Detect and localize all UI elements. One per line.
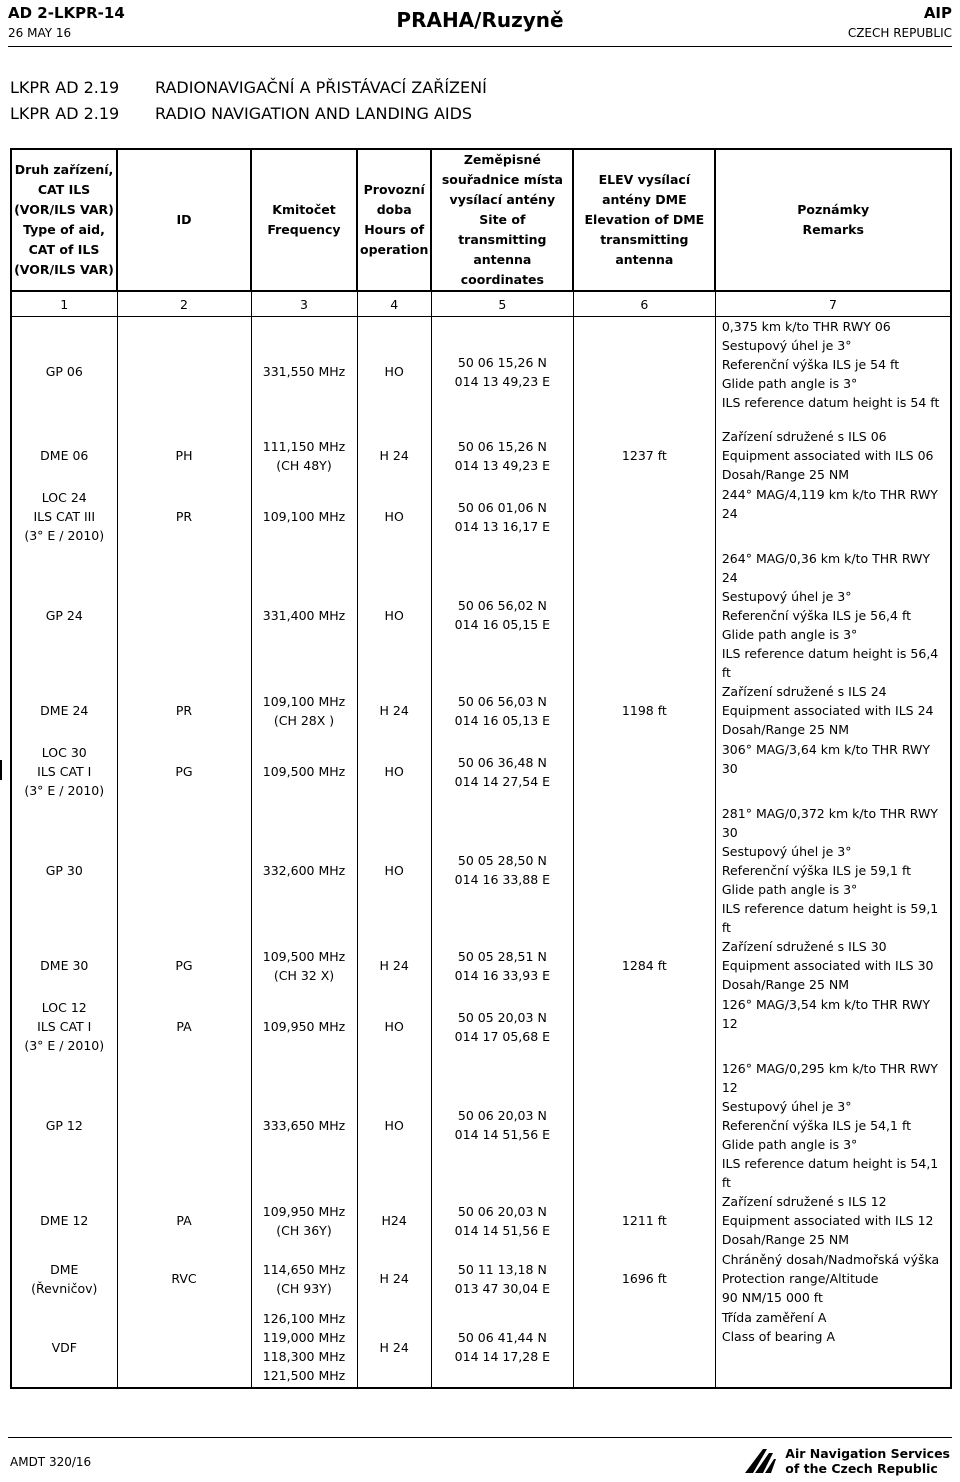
- aid-id-cell: [117, 317, 251, 427]
- org-name-line1: Air Navigation Services: [785, 1446, 950, 1461]
- col-number: 6: [573, 291, 715, 317]
- aid-type-cell: LOC 30 ILS CAT I (3° E / 2010): [11, 740, 117, 804]
- hours-cell: H 24: [357, 937, 431, 995]
- elevation-cell: [573, 1308, 715, 1388]
- frequency-cell: 109,500 MHz (CH 32 X): [251, 937, 357, 995]
- remarks-cell: Chráněný dosah/Nadmořská výška Protection range/Altitude 90 NM/15 000 ft: [715, 1250, 951, 1308]
- doc-date: 26 MAY 16: [8, 26, 72, 40]
- change-bar: [0, 760, 2, 780]
- frequency-cell: 109,500 MHz: [251, 740, 357, 804]
- table-header-row: [11, 149, 951, 291]
- hours-cell: H 24: [357, 1250, 431, 1308]
- coordinates-cell: 50 06 15,26 N 014 13 49,23 E: [431, 427, 573, 485]
- header-divider: [8, 46, 952, 47]
- ans-logo-icon: [743, 1447, 777, 1475]
- aid-id-cell: PR: [117, 485, 251, 549]
- hours-cell: HO: [357, 485, 431, 549]
- table-row: [11, 549, 951, 682]
- aid-id-cell: PR: [117, 682, 251, 740]
- coordinates-cell: 50 06 56,02 N 014 16 05,15 E: [431, 549, 573, 682]
- hours-cell: HO: [357, 804, 431, 937]
- aid-type-cell: GP 24: [11, 549, 117, 682]
- aid-type-cell: LOC 12 ILS CAT I (3° E / 2010): [11, 995, 117, 1059]
- frequency-cell: 109,100 MHz (CH 28X ): [251, 682, 357, 740]
- table-row: [11, 1308, 951, 1388]
- hours-cell: HO: [357, 549, 431, 682]
- col-number: 2: [117, 291, 251, 317]
- coordinates-cell: 50 06 15,26 N 014 13 49,23 E: [431, 317, 573, 427]
- hours-cell: H 24: [357, 1308, 431, 1388]
- col-number: 4: [357, 291, 431, 317]
- elevation-cell: [573, 485, 715, 549]
- frequency-cell: 109,950 MHz (CH 36Y): [251, 1192, 357, 1250]
- section-name-cz: RADIONAVIGAČNÍ A PŘISTÁVACÍ ZAŘÍZENÍ: [155, 78, 487, 97]
- aid-id-cell: PH: [117, 427, 251, 485]
- org-name-line2: of the Czech Republic: [785, 1461, 938, 1476]
- col-header-elevation: ELEV vysílací antény DME Elevation of DME transmitting antenna: [573, 149, 715, 291]
- table-row: [11, 740, 951, 804]
- aid-type-cell: LOC 24 ILS CAT III (3° E / 2010): [11, 485, 117, 549]
- aid-type-cell: DME 06: [11, 427, 117, 485]
- remarks-cell: 264° MAG/0,36 km k/to THR RWY 24 Sestupový úhel je 3° Referenční výška ILS je 56,4 ft Glide path angle is 3° ILS reference datum height is 56,4 ft: [715, 549, 951, 682]
- hours-cell: HO: [357, 995, 431, 1059]
- aid-id-cell: PA: [117, 1192, 251, 1250]
- section-code-en: LKPR AD 2.19: [10, 104, 120, 123]
- coordinates-cell: 50 06 56,03 N 014 16 05,13 E: [431, 682, 573, 740]
- remarks-cell: Třída zaměření A Class of bearing A: [715, 1308, 951, 1388]
- remarks-cell: 126° MAG/3,54 km k/to THR RWY 12: [715, 995, 951, 1059]
- elevation-cell: [573, 549, 715, 682]
- table-row: [11, 1250, 951, 1308]
- remarks-cell: 244° MAG/4,119 km k/to THR RWY 24: [715, 485, 951, 549]
- hours-cell: HO: [357, 317, 431, 427]
- section-name-en: RADIO NAVIGATION AND LANDING AIDS: [155, 104, 473, 123]
- elevation-cell: 1237 ft: [573, 427, 715, 485]
- col-header-remarks: Poznámky Remarks: [715, 149, 951, 291]
- aid-id-cell: PG: [117, 740, 251, 804]
- aid-id-cell: [117, 1308, 251, 1388]
- elevation-cell: [573, 740, 715, 804]
- hours-cell: H24: [357, 1192, 431, 1250]
- col-header-frequency: Kmitočet Frequency: [251, 149, 357, 291]
- remarks-cell: Zařízení sdružené s ILS 12 Equipment associated with ILS 12 Dosah/Range 25 NM: [715, 1192, 951, 1250]
- aip-label: AIP: [923, 4, 952, 22]
- aid-type-cell: DME 30: [11, 937, 117, 995]
- remarks-cell: 281° MAG/0,372 km k/to THR RWY 30 Sestupový úhel je 3° Referenční výška ILS je 59,1 ft Glide path angle is 3° ILS reference datum height is 59,1 ft: [715, 804, 951, 937]
- elevation-cell: 1284 ft: [573, 937, 715, 995]
- table-row: [11, 485, 951, 549]
- coordinates-cell: 50 11 13,18 N 013 47 30,04 E: [431, 1250, 573, 1308]
- col-header-hours: Provozní doba Hours of operation: [357, 149, 431, 291]
- country-label: CZECH REPUBLIC: [847, 26, 952, 40]
- coordinates-cell: 50 06 20,03 N 014 14 51,56 E: [431, 1059, 573, 1192]
- table-row: [11, 995, 951, 1059]
- frequency-cell: 109,950 MHz: [251, 995, 357, 1059]
- remarks-cell: Zařízení sdružené s ILS 06 Equipment associated with ILS 06 Dosah/Range 25 NM: [715, 427, 951, 485]
- amendment-number: AMDT 320/16: [10, 1455, 92, 1469]
- col-header-coordinates: Zeměpisné souřadnice místa vysílací antény Site of transmitting antenna coordinates: [431, 149, 573, 291]
- table-row: [11, 1059, 951, 1192]
- frequency-cell: 126,100 MHz 119,000 MHz 118,300 MHz 121,500 MHz: [251, 1308, 357, 1388]
- aid-id-cell: PG: [117, 937, 251, 995]
- remarks-cell: 126° MAG/0,295 km k/to THR RWY 12 Sestupový úhel je 3° Referenční výška ILS je 54,1 ft Glide path angle is 3° ILS reference datum height is 54,1 ft: [715, 1059, 951, 1192]
- frequency-cell: 331,550 MHz: [251, 317, 357, 427]
- org-logo: [743, 1446, 950, 1476]
- aid-type-cell: GP 06: [11, 317, 117, 427]
- frequency-cell: 332,600 MHz: [251, 804, 357, 937]
- header-right: [848, 4, 952, 40]
- coordinates-cell: 50 05 28,50 N 014 16 33,88 E: [431, 804, 573, 937]
- coordinates-cell: 50 06 01,06 N 014 13 16,17 E: [431, 485, 573, 549]
- aid-type-cell: DME 24: [11, 682, 117, 740]
- remarks-cell: 306° MAG/3,64 km k/to THR RWY 30: [715, 740, 951, 804]
- doc-id: AD 2-LKPR-14: [8, 4, 125, 22]
- frequency-cell: 111,150 MHz (CH 48Y): [251, 427, 357, 485]
- frequency-cell: 109,100 MHz: [251, 485, 357, 549]
- coordinates-cell: 50 06 41,44 N 014 14 17,28 E: [431, 1308, 573, 1388]
- remarks-cell: Zařízení sdružené s ILS 30 Equipment associated with ILS 30 Dosah/Range 25 NM: [715, 937, 951, 995]
- column-number-row: [11, 291, 951, 317]
- elevation-cell: 1696 ft: [573, 1250, 715, 1308]
- hours-cell: HO: [357, 1059, 431, 1192]
- elevation-cell: [573, 995, 715, 1059]
- frequency-cell: 331,400 MHz: [251, 549, 357, 682]
- frequency-cell: 333,650 MHz: [251, 1059, 357, 1192]
- elevation-cell: [573, 804, 715, 937]
- hours-cell: H 24: [357, 682, 431, 740]
- col-header-id: ID: [117, 149, 251, 291]
- page-title: PRAHA/Ruzyně: [396, 8, 564, 32]
- frequency-cell: 114,650 MHz (CH 93Y): [251, 1250, 357, 1308]
- col-header-type: Druh zařízení, CAT ILS (VOR/ILS VAR) Type of aid, CAT of ILS (VOR/ILS VAR): [11, 149, 117, 291]
- table-row: [11, 427, 951, 485]
- table-row: [11, 804, 951, 937]
- coordinates-cell: 50 05 28,51 N 014 16 33,93 E: [431, 937, 573, 995]
- section-title-cz: [10, 78, 487, 97]
- aid-id-cell: [117, 549, 251, 682]
- coordinates-cell: 50 06 36,48 N 014 14 27,54 E: [431, 740, 573, 804]
- aid-id-cell: [117, 1059, 251, 1192]
- col-number: 5: [431, 291, 573, 317]
- elevation-cell: 1198 ft: [573, 682, 715, 740]
- remarks-cell: Zařízení sdružené s ILS 24 Equipment associated with ILS 24 Dosah/Range 25 NM: [715, 682, 951, 740]
- remarks-cell: 0,375 km k/to THR RWY 06 Sestupový úhel je 3° Referenční výška ILS je 54 ft Glide path angle is 3° ILS reference datum height is 54 ft: [715, 317, 951, 427]
- aid-type-cell: GP 12: [11, 1059, 117, 1192]
- table-row: [11, 317, 951, 427]
- col-number: 7: [715, 291, 951, 317]
- aid-type-cell: GP 30: [11, 804, 117, 937]
- hours-cell: HO: [357, 740, 431, 804]
- aid-id-cell: [117, 804, 251, 937]
- aid-type-cell: DME 12: [11, 1192, 117, 1250]
- aid-type-cell: VDF: [11, 1308, 117, 1388]
- aid-type-cell: DME (Řevničov): [11, 1250, 117, 1308]
- footer-divider: [8, 1437, 952, 1438]
- hours-cell: H 24: [357, 427, 431, 485]
- col-number: 3: [251, 291, 357, 317]
- elevation-cell: 1211 ft: [573, 1192, 715, 1250]
- section-code-cz: LKPR AD 2.19: [10, 78, 120, 97]
- table-row: [11, 1192, 951, 1250]
- elevation-cell: [573, 1059, 715, 1192]
- section-title-en: [10, 104, 472, 123]
- elevation-cell: [573, 317, 715, 427]
- aid-id-cell: RVC: [117, 1250, 251, 1308]
- col-number: 1: [11, 291, 117, 317]
- navaids-table: [10, 148, 952, 1389]
- coordinates-cell: 50 06 20,03 N 014 14 51,56 E: [431, 1192, 573, 1250]
- table-row: [11, 937, 951, 995]
- table-row: [11, 682, 951, 740]
- aid-id-cell: PA: [117, 995, 251, 1059]
- coordinates-cell: 50 05 20,03 N 014 17 05,68 E: [431, 995, 573, 1059]
